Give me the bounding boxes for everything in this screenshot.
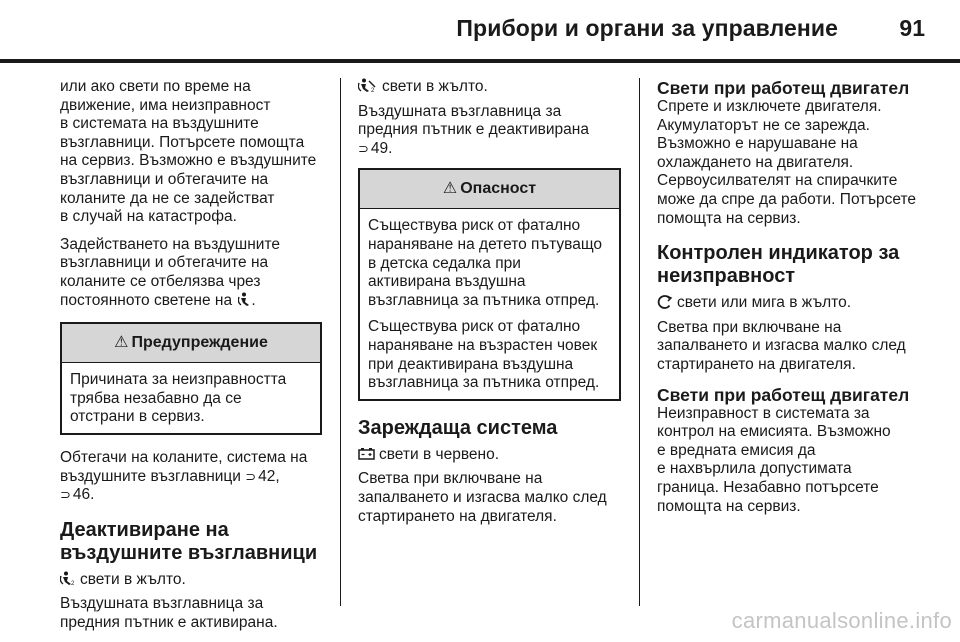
text-line: Въздушната възглавница за <box>60 595 264 613</box>
text-line: Сервоусилвателят на спирачките <box>657 172 898 190</box>
text-line: въздушните възглавници <box>60 467 241 485</box>
column-2 <box>358 78 630 535</box>
warning-title: Предупреждение <box>131 333 268 351</box>
paragraph-airbag-fault <box>60 78 330 227</box>
text-line: Причината за неизправността <box>70 371 287 389</box>
text-line: трябва незабавно да се <box>70 389 242 407</box>
text-line: граница. Незабавно потърсете <box>657 478 879 496</box>
text-line: постоянното светене на <box>60 291 233 309</box>
column-1 <box>60 78 330 641</box>
indicator-text: свети или мига в жълто. <box>677 294 852 312</box>
text-line: Съществува риск от фатално <box>368 318 581 336</box>
page-reference-icon: ⊃ <box>358 140 369 156</box>
page-reference-icon: ⊃ <box>60 487 71 503</box>
section-heading: Контролен индикатор за неизправност <box>657 242 900 288</box>
text-line: стартирането на двигателя. <box>358 507 557 525</box>
text-line: Въздушната възглавница за <box>358 102 562 120</box>
text-line: активирана въздушна <box>368 273 526 291</box>
text-line: в случай на катастрофа. <box>60 208 237 226</box>
column-3 <box>657 78 927 525</box>
text-line: запалването и изгасва малко след <box>358 488 607 506</box>
airbag-off-icon <box>60 571 76 586</box>
text-line: помощта на сервиз. <box>657 209 801 227</box>
page-number: 91 <box>899 15 925 41</box>
page-title: Прибори и органи за управление <box>456 15 838 41</box>
page-reference-link[interactable]: 42, <box>258 467 280 485</box>
warning-box-header <box>62 324 320 363</box>
text-line: охлаждането на двигателя. <box>657 153 854 171</box>
text-line: отстрани в сервиз. <box>70 408 205 426</box>
text-line: в системата на въздушните <box>60 115 259 133</box>
text-line: стартирането на двигателя. <box>657 355 856 373</box>
text-line: предния пътник е деактивирана <box>358 121 589 139</box>
danger-box-header <box>360 170 619 209</box>
section-heading: Свети при работещ двигател <box>657 384 910 405</box>
svg-text:2: 2 <box>71 580 75 586</box>
indicator-text: свети в жълто. <box>382 78 488 95</box>
text-line: Съществува риск от фатално <box>368 217 581 235</box>
indicator-text: свети в жълто. <box>80 570 186 588</box>
engine-check-icon <box>657 295 673 309</box>
text-line: Светва при включване на <box>358 470 543 488</box>
text-line: запалването и изгасва малко след <box>657 337 906 355</box>
text-line: нараняване на детето пътуващо <box>368 235 603 253</box>
warning-triangle-icon: ⚠ <box>114 333 129 351</box>
text-line: предния пътник е активирана. <box>60 613 278 631</box>
text-line: Акумулаторът не се зарежда. <box>657 116 870 134</box>
text-line: е вредната емисия да <box>657 441 816 459</box>
text-line: възглавница за пътника отпред. <box>368 374 600 392</box>
text-line: помощта на сервиз. <box>657 497 801 515</box>
text-line: е нахвърлила допустимата <box>657 460 852 478</box>
battery-icon <box>358 447 375 460</box>
text-line: при деактивирана въздушна <box>368 355 574 373</box>
text-line: възглавница за пътника отпред. <box>368 291 600 309</box>
text-line: коланите се отбелязва чрез <box>60 272 261 290</box>
text-line: в детска седалка при <box>368 254 521 272</box>
text-line: контрол на емисията. Възможно <box>657 423 891 441</box>
warning-triangle-icon: ⚠ <box>442 180 458 198</box>
column-divider-1 <box>340 78 341 606</box>
watermark: carmanualsonline.info <box>731 608 952 633</box>
warning-box <box>60 322 322 435</box>
text-line: възглавници. Потърсете помощта <box>60 133 305 151</box>
header-rule <box>0 59 960 63</box>
paragraph-cross-reference <box>60 449 330 505</box>
text-line: движение, има неизправност <box>60 96 271 114</box>
text-line: на сервиз. Възможно е въздушните <box>60 152 317 170</box>
text-line: Светва при включване на <box>657 318 842 336</box>
airbag-off-icon <box>358 78 378 93</box>
section-heading: Свети при работещ двигател <box>657 78 910 98</box>
indicator-text: свети в червено. <box>379 445 500 463</box>
column-divider-2 <box>639 78 640 606</box>
text-line: Неизправност в системата за <box>657 404 870 422</box>
airbag-seat-icon <box>238 292 251 307</box>
text-line: може да спре да работи. Потърсете <box>657 190 917 208</box>
danger-box <box>358 168 621 400</box>
text-line: възглавници и обтегачите на <box>60 170 269 188</box>
paragraph-airbag-deployed: Задействането на въздушните възглавници и обтегачите на коланите се отбелязва чрез постоянното светене на . <box>60 236 330 310</box>
page-reference-link[interactable]: 49. <box>370 139 393 157</box>
text-line: нараняване на възрастен човек <box>368 336 598 354</box>
text-line: възглавници и обтегачите на <box>60 254 269 272</box>
page-reference-link[interactable]: 46. <box>72 486 95 504</box>
text-line: или ако свети по време на <box>60 78 251 95</box>
text-line: Задействането на въздушните <box>60 235 281 253</box>
section-heading: Зареждаща система <box>358 416 558 439</box>
text-line: коланите да не се задействат <box>60 189 275 207</box>
text-line: Спрете и изключете двигателя. <box>657 98 882 115</box>
page-reference-icon: ⊃ <box>245 468 257 484</box>
text-line: Възможно е нарушаване на <box>657 135 858 153</box>
section-heading: Деактивиране на въздушните възглавници <box>60 518 318 564</box>
text-line: Обтегачи на коланите, система на <box>60 448 308 466</box>
svg-text:2: 2 <box>371 88 375 93</box>
danger-title: Опасност <box>460 180 537 198</box>
